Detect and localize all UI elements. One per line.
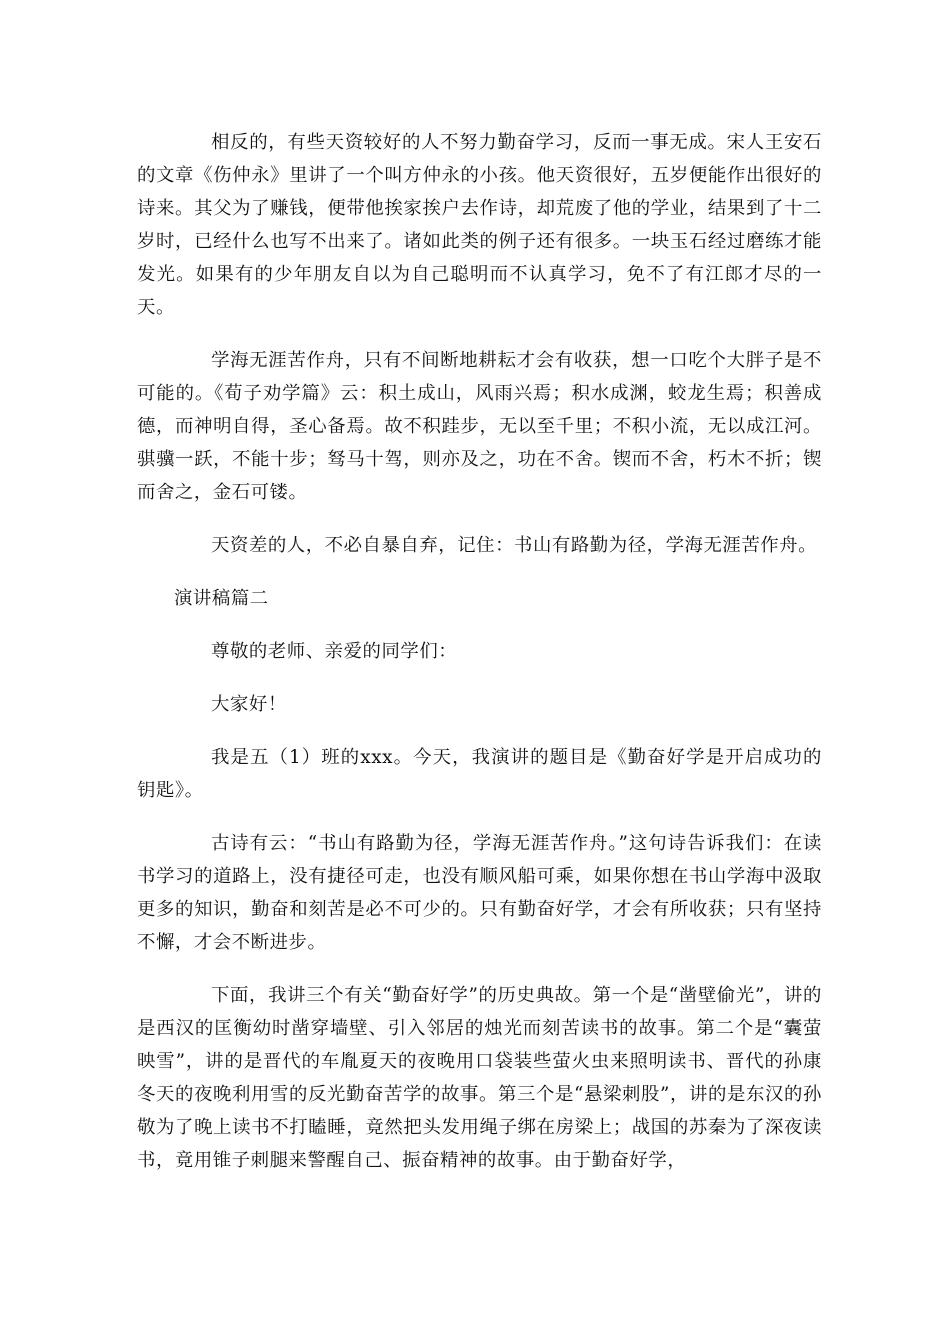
paragraph-fang-zhongyong: 相反的，有些天资较好的人不努力勤奋学习，反而一事无成。宋人王安石的文章《伤仲永》里讲了一个叫方仲永的小孩。他天资很好，五岁便能作出很好的诗来。其父为了赚钱，便带他挨家挨户去作诗，却荒废了他的学业，结果到了十二岁时，已经什么也写不出来了。诸如此类的例子还有很多。一块玉石经过磨练才能发光。如果有的少年朋友自以为自己聪明而不认真学习，免不了有江郎才尽的一天。	[137, 132, 822, 318]
speech-greeting: 大家好！	[211, 694, 287, 715]
paragraph-gap	[137, 324, 822, 344]
paragraph-gap	[137, 562, 822, 582]
section-heading: 演讲稿篇二	[174, 588, 269, 609]
speech-stories-paragraph: 下面，我讲三个有关“勤奋好学”的历史典故。第一个是“凿壁偷光”，讲的是西汉的匡衡幼时凿穿墙壁、引入邻居的烛光而刻苦读书的故事。第二个是“囊萤映雪”，讲的是晋代的车胤夏天的夜晚用口袋装些萤火虫来照明读书、晋代的孙康冬天的夜晚利用雪的反光勤奋苦学的故事。第三个是“悬梁刺股”，讲的是东汉的孙敬为了晚上读书不打瞌睡，竟然把头发用绳子绑在房梁上；战国的苏秦为了深夜读书，竟用锥子刺腿来警醒自己、振奋精神的故事。由于勤奋好学，	[137, 985, 822, 1171]
paragraph-gap	[137, 959, 822, 979]
paragraph-gap	[137, 807, 822, 827]
speech-introduction: 我是五（1）班的xxx。今天，我演讲的题目是《勤奋好学是开启成功的钥匙》。	[137, 747, 822, 801]
document-body	[137, 126, 822, 1177]
paragraph-gap	[137, 615, 822, 635]
speech-salutation: 尊敬的老师、亲爱的同学们：	[211, 641, 458, 662]
paragraph-gap	[137, 509, 822, 529]
paragraph-gap	[137, 721, 822, 741]
paragraph-gap	[137, 668, 822, 688]
paragraph-conclusion: 天资差的人，不必自暴自弃，记住：书山有路勤为径，学海无涯苦作舟。	[211, 535, 818, 556]
paragraph-xunzi-quote: 学海无涯苦作舟，只有不间断地耕耘才会有收获，想一口吃个大胖子是不可能的。《荀子劝学篇》云：积土成山，风雨兴焉；积水成渊，蛟龙生焉；积善成德，而神明自得，圣心备焉。故不积跬步，无以至千里；不积小流，无以成江河。骐骥一跃，不能十步；驽马十驾，则亦及之，功在不舍。锲而不舍，朽木不折；锲而舍之，金石可镂。	[137, 350, 822, 503]
speech-poem-paragraph: 古诗有云：“书山有路勤为径，学海无涯苦作舟。”这句诗告诉我们：在读书学习的道路上，没有捷径可走，也没有顺风船可乘，如果你想在书山学海中汲取更多的知识，勤奋和刻苦是必不可少的。只有勤奋好学，才会有所收获；只有坚持不懈，才会不断进步。	[137, 833, 822, 953]
